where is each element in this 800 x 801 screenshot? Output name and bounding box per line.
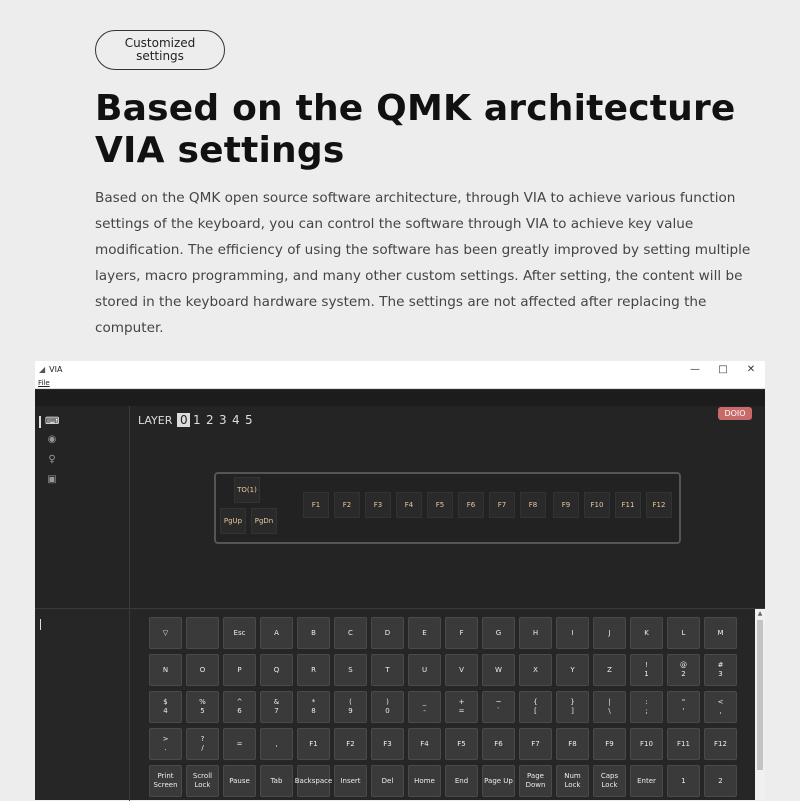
keycode-key[interactable]: % 5 [186,691,219,723]
keycode-key[interactable]: Page Down [519,765,552,797]
keycode-key[interactable]: K [630,617,663,649]
keyboard-layout [214,472,681,544]
keycode-key[interactable]: Tab [260,765,293,797]
keycode-key[interactable]: | \ [593,691,626,723]
keycode-key[interactable]: Scroll Lock [186,765,219,797]
keycode-key[interactable]: 1 [667,765,700,797]
keycode-key[interactable]: Z [593,654,626,686]
key-pgup[interactable]: PgUp [220,508,246,534]
keycode-key[interactable]: Pause [223,765,256,797]
keycode-key[interactable]: Enter [630,765,663,797]
keycode-key[interactable]: > . [149,728,182,760]
keycode-key[interactable]: F11 [667,728,700,760]
keycode-key[interactable]: { [ [519,691,552,723]
keycode-key[interactable]: F [445,617,478,649]
keycode-key[interactable]: E [408,617,441,649]
top-strip [35,390,765,406]
keycode-key[interactable]: ▽ [149,617,182,649]
layer-0[interactable]: 0 [177,413,190,427]
keycode-key[interactable]: End [445,765,478,797]
keycode-key[interactable]: Num Lock [556,765,589,797]
keycode-key[interactable]: Print Screen [149,765,182,797]
key-f6[interactable]: F6 [458,492,484,518]
keycode-key[interactable]: Y [556,654,589,686]
keycode-key[interactable]: P [223,654,256,686]
key-f3[interactable]: F3 [365,492,391,518]
keycode-key[interactable]: J [593,617,626,649]
window-titlebar [35,361,765,377]
keycode-key[interactable]: F5 [445,728,478,760]
minimize-button[interactable]: — [690,363,700,375]
key-f10[interactable]: F10 [584,492,610,518]
settings-circle-icon[interactable]: ◉ [47,434,57,445]
via-window [35,361,765,800]
keycode-key[interactable]: Backspace [297,765,330,797]
keycode-key[interactable]: F2 [334,728,367,760]
left-nav [35,406,130,608]
headline-line-1: Based on the QMK architecture [95,88,736,129]
keycode-key[interactable]: Q [260,654,293,686]
keycode-key[interactable]: Home [408,765,441,797]
menu-file[interactable]: File [38,379,50,387]
window-title: VIA [49,364,63,374]
keycode-key[interactable]: " ' [667,691,700,723]
keycode-key[interactable]: ! 1 [630,654,663,686]
keycode-key[interactable]: Insert [334,765,367,797]
keycode-key[interactable]: < , [704,691,737,723]
layer-1[interactable]: 1 [193,413,201,427]
via-app-icon: ◢ [39,364,46,374]
keycode-key[interactable]: # 3 [704,654,737,686]
keycode-key[interactable]: M [704,617,737,649]
keycode-key[interactable]: Esc [223,617,256,649]
layer-selector [138,413,255,427]
key-pgdn[interactable]: PgDn [251,508,277,534]
headline [95,88,736,172]
keycode-scrollbar[interactable] [755,609,765,801]
keycode-key[interactable]: W [482,654,515,686]
keycode-key[interactable]: * 8 [297,691,330,723]
save-icon[interactable]: ▣ [47,474,57,485]
key-f8[interactable]: F8 [520,492,546,518]
keycode-key[interactable]: G [482,617,515,649]
layer-4[interactable]: 4 [232,413,240,427]
keycode-key[interactable]: Del [371,765,404,797]
key-f1[interactable]: F1 [303,492,329,518]
keycode-key[interactable]: F6 [482,728,515,760]
key-f7[interactable]: F7 [489,492,515,518]
key-f2[interactable]: F2 [334,492,360,518]
keyboard-icon[interactable]: ⌨ [45,416,60,427]
keycode-key[interactable]: Page Up [482,765,515,797]
maximize-button[interactable]: □ [718,363,728,375]
keycode-key[interactable]: F12 [704,728,737,760]
layer-5[interactable]: 5 [245,413,253,427]
keycode-key[interactable]: } ] [556,691,589,723]
headline-line-2: VIA settings [95,130,345,171]
keycode-key[interactable]: B [297,617,330,649]
scroll-up-icon[interactable]: ▲ [757,610,763,617]
key-to1[interactable]: TO(1) [234,477,260,503]
keycode-key[interactable]: ? / [186,728,219,760]
layer-2[interactable]: 2 [206,413,214,427]
keycode-key[interactable]: A [260,617,293,649]
description-paragraph: Based on the QMK open source software architecture, through VIA to achieve various function settings of the keyboard, you can control the software through VIA to achieve key value modification. The efficiency of using the software has been greatly improved by setting multiple layers, macro programming, and many other custom settings. After setting, the content will be stored in the keyboard hardware system. The settings are not affected after replacing the computer. [95,190,751,336]
keycode-key[interactable]: D [371,617,404,649]
keycode-key[interactable]: R [297,654,330,686]
keycode-key[interactable]: & 7 [260,691,293,723]
keycode-key[interactable]: F1 [297,728,330,760]
key-f5[interactable]: F5 [427,492,453,518]
keycode-key[interactable]: ~ ` [482,691,515,723]
close-button[interactable]: ✕ [746,363,756,375]
keycode-panel [35,608,765,800]
keycode-key[interactable]: F9 [593,728,626,760]
keycode-key[interactable]: C [334,617,367,649]
brand-badge: DOIO [718,407,752,420]
scroll-thumb[interactable] [757,620,763,770]
keycode-category-list [35,609,130,801]
key-f12[interactable]: F12 [646,492,672,518]
keycode-key[interactable]: F10 [630,728,663,760]
layer-label: LAYER [138,413,173,427]
key-f4[interactable]: F4 [396,492,422,518]
keycode-key[interactable]: F3 [371,728,404,760]
keycode-key[interactable]: X [519,654,552,686]
keycode-key[interactable]: _ - [408,691,441,723]
category-cursor [40,619,41,630]
keycode-key[interactable]: ^ 6 [223,691,256,723]
keycode-key[interactable]: T [371,654,404,686]
keycode-key[interactable]: 2 [704,765,737,797]
keycode-key[interactable]: F8 [556,728,589,760]
keycode-key[interactable]: ) 0 [371,691,404,723]
customized-settings-badge [95,30,225,70]
keycode-key[interactable] [186,617,219,649]
keycode-key[interactable]: @ 2 [667,654,700,686]
keycode-key[interactable]: : ; [630,691,663,723]
keycode-key[interactable]: ( 9 [334,691,367,723]
keycode-key[interactable]: V [445,654,478,686]
nav-active-indicator [39,416,41,428]
keycode-key[interactable]: + = [445,691,478,723]
layer-3[interactable]: 3 [219,413,227,427]
keycode-key[interactable]: O [186,654,219,686]
lightbulb-icon[interactable]: ♀ [48,454,56,465]
key-f11[interactable]: F11 [615,492,641,518]
keycode-key[interactable]: Caps Lock [593,765,626,797]
key-f9[interactable]: F9 [553,492,579,518]
menubar [35,377,765,389]
keycode-key[interactable]: S [334,654,367,686]
keycode-key[interactable]: = [223,728,256,760]
keycode-key[interactable]: F7 [519,728,552,760]
badge-text: Customized settings [124,36,196,63]
keycode-key[interactable]: , [260,728,293,760]
keycode-key[interactable]: $ 4 [149,691,182,723]
keycode-key[interactable]: F4 [408,728,441,760]
keycode-key[interactable]: N [149,654,182,686]
keycode-key[interactable]: H [519,617,552,649]
configure-panel [35,406,765,608]
keycode-key[interactable]: L [667,617,700,649]
keycode-key[interactable]: U [408,654,441,686]
keycode-key[interactable]: I [556,617,589,649]
